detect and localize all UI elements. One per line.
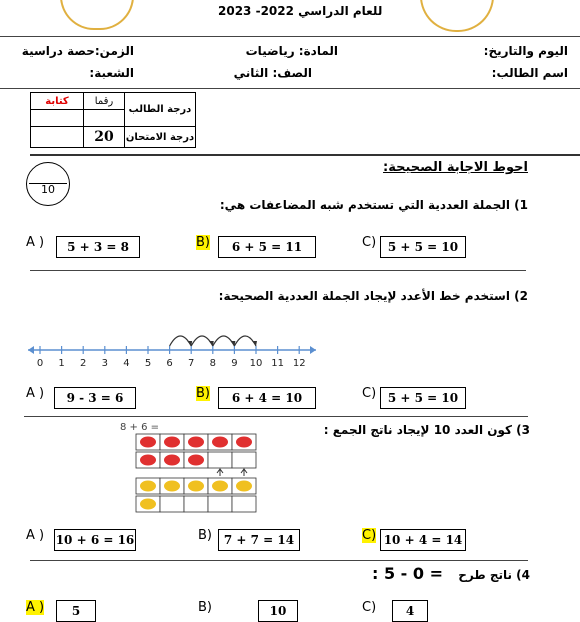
q3-option-b-letter[interactable]: B) (198, 528, 212, 543)
student-score-label: درجة الطالب (125, 93, 196, 127)
yellow-counter (140, 481, 156, 492)
question-2: 2) استخدم خط الأعدد لإيجاد الجملة العددية الصحيحة: (218, 289, 528, 303)
total-score: 20 (84, 127, 125, 148)
number-line-label: 3 (101, 358, 108, 368)
number-line-label: 5 (144, 358, 152, 368)
red-counter (164, 437, 180, 448)
q3-option-a-letter[interactable]: A ) (26, 528, 45, 543)
question-3: 3) كون العدد 10 لإيجاد ناتج الجمع : (323, 423, 530, 437)
q1-option-b[interactable]: 6 + 5 = 11 (218, 236, 316, 258)
number-line-label: 12 (292, 358, 306, 368)
q2-option-b-letter[interactable]: B) (196, 386, 210, 401)
q1-option-c-letter[interactable]: C) (362, 235, 377, 250)
ten-frame-cell (208, 496, 232, 512)
instruction: احوط الاجابة الصحيحة: (383, 160, 528, 175)
q1-option-a[interactable]: 5 + 3 = 8 (56, 236, 140, 258)
move-up-arrow (241, 469, 247, 476)
number-line (24, 324, 324, 368)
ten-frame-picture (118, 422, 270, 514)
ten-frame (118, 422, 270, 514)
q3-option-b[interactable]: 7 + 7 = 14 (218, 529, 300, 551)
section-label: الشعبة: (89, 66, 134, 80)
question-4: 4) ناتج طرح (458, 568, 530, 582)
score-circle-value: 10 (41, 183, 55, 196)
q1-option-a-letter[interactable]: A ) (26, 235, 45, 250)
q1-option-c[interactable]: 5 + 5 = 10 (380, 236, 466, 258)
yellow-counter (164, 481, 180, 492)
ten-frame-expression: 8 + 6 = (120, 422, 160, 433)
yellow-counter (212, 481, 228, 492)
number-line-label: 4 (123, 358, 130, 368)
number-line-label: 9 (231, 358, 238, 368)
ten-frame-cell (232, 452, 256, 468)
red-counter (236, 437, 252, 448)
student-name-label: اسم الطالب: (491, 66, 568, 80)
number-line-label: 8 (209, 358, 216, 368)
red-counter (188, 455, 204, 466)
question-1: 1) الجملة العددية التي تستخدم شبه المضاعفات هي: (219, 198, 528, 212)
score-circle (26, 162, 70, 206)
ten-frame-cell (184, 496, 208, 512)
ten-frame-cell (208, 452, 232, 468)
q2-option-a-letter[interactable]: A ) (26, 386, 45, 401)
number-line-label: 0 (36, 358, 44, 368)
number-line-label: 1 (58, 358, 65, 368)
q3-option-c[interactable]: 10 + 4 = 14 (380, 529, 466, 551)
number-line-label: 7 (188, 358, 195, 368)
q4-option-c[interactable]: 4 (392, 600, 428, 622)
school-year: للعام الدراسي 2022- 2023 (218, 4, 383, 18)
grade-label: الصف: الثاني (233, 66, 312, 80)
in-numbers-header: رقما (84, 93, 125, 110)
q4-option-b[interactable]: 10 (258, 600, 298, 622)
q2-option-a[interactable]: 9 - 3 = 6 (54, 387, 136, 409)
q4-option-a[interactable]: 5 (56, 600, 96, 622)
ten-frame-cell (160, 496, 184, 512)
q1-option-b-letter[interactable]: B) (196, 235, 210, 250)
red-counter (212, 437, 228, 448)
q3-option-a[interactable]: 10 + 6 = 16 (54, 529, 136, 551)
q4-option-b-letter[interactable]: B) (198, 600, 212, 615)
q3-option-c-letter[interactable]: C) (362, 528, 377, 543)
time-label: الزمن:حصة دراسية (21, 44, 134, 58)
subject-label: المادة: رياضيات (245, 44, 338, 58)
day-date-label: اليوم والتاريخ: (483, 44, 568, 58)
red-counter (140, 455, 156, 466)
grade-table (30, 92, 196, 148)
left-logo (60, 0, 134, 30)
yellow-counter (188, 481, 204, 492)
number-line-label: 6 (166, 358, 173, 368)
red-counter (188, 437, 204, 448)
q4-option-c-letter[interactable]: C) (362, 600, 377, 615)
red-counter (140, 437, 156, 448)
number-line-arrow-left (28, 346, 34, 354)
q4-expression: : 5 - 0 = (372, 564, 443, 583)
q2-option-c-letter[interactable]: C) (362, 386, 377, 401)
q2-option-b[interactable]: 6 + 4 = 10 (218, 387, 316, 409)
ten-frame-cell (232, 496, 256, 512)
number-line-label: 10 (249, 358, 263, 368)
red-counter (164, 455, 180, 466)
yellow-counter (236, 481, 252, 492)
number-line-label: 11 (271, 358, 284, 368)
in-words-header: كتابة (31, 93, 84, 110)
q4-option-a-letter[interactable]: A ) (26, 600, 45, 615)
move-up-arrow (217, 469, 223, 476)
number-line-arrow-right (310, 346, 316, 354)
q2-option-c[interactable]: 5 + 5 = 10 (380, 387, 466, 409)
exam-score-label: درجة الامتحان (125, 127, 196, 148)
right-logo (420, 0, 494, 32)
yellow-counter (140, 499, 156, 510)
number-line-label: 2 (80, 358, 87, 368)
